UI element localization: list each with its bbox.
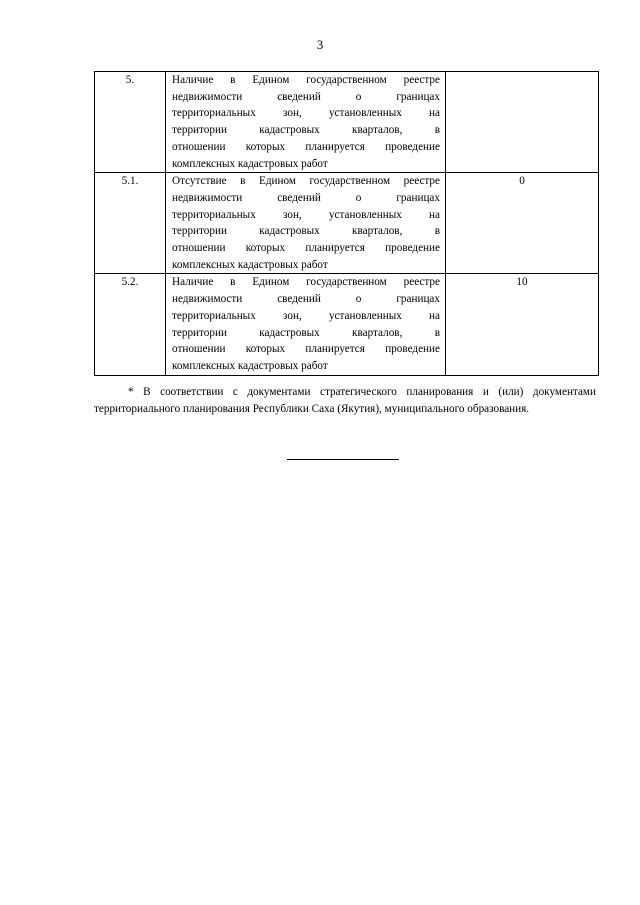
description-line: территориальных зон, установленных на: [172, 208, 440, 221]
description-line: недвижимости сведений о границах: [172, 90, 440, 103]
description-line: Наличие в Едином государственном реестре: [172, 276, 440, 289]
page-number: 3: [316, 37, 324, 52]
description-line: недвижимости сведений о границах: [172, 191, 440, 204]
row-description-cell: [166, 274, 446, 375]
criteria-table: [94, 71, 599, 376]
description-line: территории кадастровых кварталов, в: [172, 326, 440, 339]
description-line: комплексных кадастровых работ: [172, 157, 328, 170]
description-line: недвижимости сведений о границах: [172, 293, 440, 306]
closing-divider: [287, 459, 399, 460]
description-line: отношении которых планируется проведение: [172, 343, 440, 356]
description-line: территориальных зон, установленных на: [172, 107, 440, 120]
table-row: [95, 173, 599, 274]
table-row: [95, 274, 599, 375]
row-score-cell: 10: [446, 274, 599, 375]
description-line: комплексных кадастровых работ: [172, 258, 328, 271]
row-number-cell: 5.2.: [95, 274, 166, 375]
row-number-cell: 5.1.: [95, 173, 166, 274]
row-description-cell: [166, 72, 446, 173]
row-score-cell: [446, 72, 599, 173]
description-line: комплексных кадастровых работ: [172, 359, 328, 372]
description-line: территории кадастровых кварталов, в: [172, 124, 440, 137]
footnote-line: территориального планирования Республики Саха (Якутия), муниципального образования.: [94, 403, 530, 415]
description-line: территории кадастровых кварталов, в: [172, 225, 440, 238]
description-line: отношении которых планируется проведение: [172, 140, 440, 153]
footnote: [94, 384, 596, 418]
description-line: Отсутствие в Едином государственном реестре: [172, 175, 440, 188]
table-row: [95, 72, 599, 173]
row-number-cell: 5.: [95, 72, 166, 173]
row-score-cell: 0: [446, 173, 599, 274]
description-line: отношении которых планируется проведение: [172, 242, 440, 255]
footnote-line: * В соответствии с документами стратегического планирования и (или) документами: [128, 386, 596, 398]
description-line: территориальных зон, установленных на: [172, 309, 440, 322]
row-description-cell: [166, 173, 446, 274]
description-line: Наличие в Едином государственном реестре: [172, 74, 440, 86]
